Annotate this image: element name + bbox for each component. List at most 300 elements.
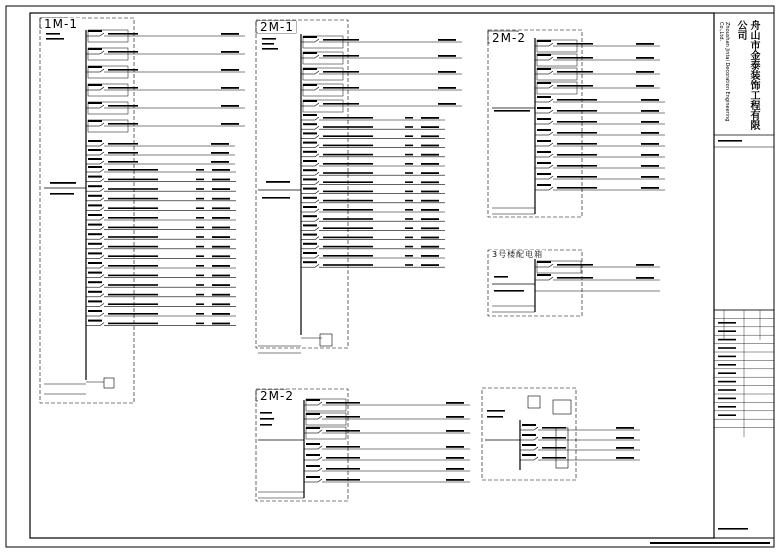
power-label — [196, 294, 204, 296]
power-label — [405, 218, 413, 220]
cable-spec — [108, 69, 138, 71]
title-company-name: 舟山市金泰装饰工程有限公司 — [735, 20, 759, 130]
power-label — [196, 275, 204, 277]
breaker-symbol — [100, 143, 104, 146]
breaker-symbol — [315, 145, 319, 148]
load-label — [212, 188, 230, 190]
panel-1-spec — [46, 38, 64, 40]
breaker-symbol — [315, 39, 319, 42]
cable-spec — [323, 126, 373, 128]
breaker-label — [303, 123, 317, 125]
load-label — [641, 99, 659, 101]
title-field-text — [718, 322, 736, 324]
load-label — [212, 323, 230, 325]
power-label — [405, 181, 413, 183]
power-label — [196, 284, 204, 286]
cable-spec — [542, 447, 566, 449]
main-breaker-label — [266, 181, 290, 183]
breaker-symbol — [100, 169, 104, 172]
main-cable-label — [262, 197, 290, 199]
load-label — [421, 246, 439, 248]
power-label — [196, 217, 204, 219]
breaker-label — [303, 84, 317, 86]
cable-spec — [108, 313, 158, 315]
load-label — [212, 227, 230, 229]
power-label — [196, 227, 204, 229]
breaker-symbol — [315, 264, 319, 267]
breaker-symbol — [549, 43, 553, 46]
breaker-label — [88, 233, 102, 235]
breaker-symbol — [315, 135, 319, 138]
load-label — [641, 132, 659, 134]
breaker-label — [303, 114, 317, 116]
panel-1-label: 1M-1 — [44, 17, 78, 31]
load-label — [421, 227, 439, 229]
breaker-label — [88, 48, 102, 50]
load-label — [421, 191, 439, 193]
load-label — [616, 457, 634, 459]
power-label — [405, 191, 413, 193]
cable-spec — [557, 277, 593, 279]
footer-text — [650, 542, 770, 544]
cable-spec — [557, 85, 593, 87]
cable-spec — [108, 188, 158, 190]
cable-spec — [323, 163, 373, 165]
load-label — [438, 39, 456, 41]
power-label — [196, 303, 204, 305]
load-label — [421, 255, 439, 257]
cable-spec — [542, 437, 566, 439]
panel-2-spec — [262, 38, 276, 40]
cable-spec — [323, 145, 373, 147]
breaker-symbol — [315, 181, 319, 184]
cable-spec — [326, 446, 360, 448]
spec — [260, 418, 274, 420]
breaker-symbol — [315, 191, 319, 194]
load-label — [421, 209, 439, 211]
breaker-symbol — [100, 236, 104, 239]
cable-spec — [557, 264, 593, 266]
cable-spec — [326, 468, 360, 470]
cable-spec — [108, 198, 158, 200]
breaker-label — [306, 413, 320, 415]
breaker-label — [522, 424, 536, 426]
cable-spec — [323, 191, 373, 193]
cable-spec — [108, 143, 138, 145]
breaker-label — [88, 262, 102, 264]
panel-2-spec — [262, 43, 274, 45]
earth-symbol — [104, 378, 114, 388]
cable-spec — [323, 154, 373, 156]
load-label — [421, 181, 439, 183]
power-label — [196, 246, 204, 248]
cable-spec — [323, 264, 373, 266]
breaker-label — [88, 281, 102, 283]
load-label — [421, 117, 439, 119]
power-label — [405, 264, 413, 266]
load-label — [212, 303, 230, 305]
breaker-label — [303, 234, 317, 236]
load-label — [446, 446, 464, 448]
breaker-symbol — [549, 71, 553, 74]
main-cable-label — [494, 110, 530, 112]
breaker-label — [303, 178, 317, 180]
breaker-symbol — [100, 313, 104, 316]
breaker-label — [537, 118, 551, 120]
load-label — [636, 71, 654, 73]
breaker-label — [522, 434, 536, 436]
power-label — [196, 236, 204, 238]
breaker-symbol — [549, 85, 553, 88]
breaker-symbol — [100, 33, 104, 36]
breaker-label — [537, 274, 551, 276]
power-label — [196, 313, 204, 315]
breaker-symbol — [318, 479, 322, 482]
load-label — [421, 237, 439, 239]
cable-spec — [323, 135, 373, 137]
power-label — [405, 154, 413, 156]
cable-spec — [108, 284, 158, 286]
cable-spec — [323, 55, 359, 57]
panel-2-label: 2M-1 — [260, 20, 294, 34]
load-label — [616, 437, 634, 439]
load-label — [212, 255, 230, 257]
load-label — [212, 207, 230, 209]
title-field-text — [718, 339, 736, 341]
cable-spec — [557, 71, 593, 73]
load-label — [641, 143, 659, 145]
power-label — [405, 126, 413, 128]
cable-spec — [542, 457, 566, 459]
panel-2-spec — [262, 48, 278, 50]
breaker-label — [303, 151, 317, 153]
spec — [494, 290, 524, 292]
panel-5-label: 2M-2 — [260, 389, 294, 403]
cable-spec — [323, 255, 373, 257]
load-label — [212, 198, 230, 200]
breaker-label — [88, 243, 102, 245]
breaker-label — [88, 166, 102, 168]
breaker-symbol — [100, 152, 104, 155]
load-label — [221, 51, 239, 53]
breaker-symbol — [100, 188, 104, 191]
load-label — [446, 479, 464, 481]
cable-spec — [108, 51, 138, 53]
power-label — [405, 255, 413, 257]
breaker-symbol — [100, 87, 104, 90]
cable-spec — [108, 87, 138, 89]
cable-spec — [323, 181, 373, 183]
load-label — [446, 416, 464, 418]
cable-spec — [108, 275, 158, 277]
breaker-label — [537, 96, 551, 98]
breaker-label — [537, 184, 551, 186]
cable-spec — [326, 457, 360, 459]
panel-2-frame — [256, 20, 348, 348]
title-field-text — [718, 347, 736, 349]
load-label — [221, 105, 239, 107]
breaker-label — [88, 120, 102, 122]
title-field-text — [718, 330, 736, 332]
breaker-symbol — [315, 209, 319, 212]
breaker-label — [303, 206, 317, 208]
meter-box — [528, 396, 540, 408]
title-field-text — [718, 528, 748, 530]
breaker-symbol — [318, 468, 322, 471]
breaker-symbol — [100, 303, 104, 306]
breaker-label — [306, 465, 320, 467]
load-label — [616, 427, 634, 429]
breaker-symbol — [315, 200, 319, 203]
power-label — [405, 163, 413, 165]
breaker-label — [88, 310, 102, 312]
title-company-english: Zhoushan Jintai Decoration Engineering Co.,Ltd. — [718, 22, 730, 122]
breaker-symbol — [315, 237, 319, 240]
cable-spec — [557, 43, 593, 45]
load-label — [438, 71, 456, 73]
spec — [260, 424, 272, 426]
spec — [494, 276, 508, 278]
cable-spec — [108, 236, 158, 238]
load-label — [421, 163, 439, 165]
title-field-text — [718, 389, 736, 391]
title-field-text — [718, 406, 736, 408]
breaker-label — [303, 215, 317, 217]
breaker-label — [537, 107, 551, 109]
load-label — [446, 457, 464, 459]
breaker-label — [88, 84, 102, 86]
breaker-symbol — [534, 427, 538, 430]
load-label — [636, 277, 654, 279]
load-label — [641, 176, 659, 178]
breaker-symbol — [100, 69, 104, 72]
cable-spec — [323, 71, 359, 73]
title-field-text — [718, 364, 736, 366]
breaker-symbol — [100, 123, 104, 126]
breaker-symbol — [549, 277, 553, 280]
breaker-label — [306, 443, 320, 445]
breaker-symbol — [549, 165, 553, 168]
load-label — [636, 57, 654, 59]
cable-spec — [323, 103, 359, 105]
load-label — [421, 200, 439, 202]
load-label — [636, 264, 654, 266]
breaker-label — [88, 102, 102, 104]
power-label — [405, 246, 413, 248]
cable-spec — [557, 132, 597, 134]
title-field-text — [718, 372, 736, 374]
power-label — [196, 207, 204, 209]
breaker-label — [88, 300, 102, 302]
breaker-label — [303, 197, 317, 199]
cable-spec — [557, 110, 597, 112]
load-label — [446, 468, 464, 470]
load-label — [641, 154, 659, 156]
load-label — [641, 165, 659, 167]
breaker-symbol — [318, 457, 322, 460]
breaker-label — [522, 454, 536, 456]
load-label — [421, 264, 439, 266]
load-label — [211, 152, 229, 154]
breaker-symbol — [315, 163, 319, 166]
cable-spec — [323, 246, 373, 248]
cable-spec — [557, 154, 597, 156]
cable-spec — [323, 218, 373, 220]
power-label — [196, 169, 204, 171]
breaker-label — [88, 195, 102, 197]
main-breaker-label — [50, 182, 76, 184]
load-label — [221, 33, 239, 35]
breaker-symbol — [100, 51, 104, 54]
breaker-symbol — [315, 246, 319, 249]
cable-spec — [557, 121, 597, 123]
cable-spec — [108, 123, 138, 125]
breaker-label — [303, 224, 317, 226]
breaker-symbol — [100, 284, 104, 287]
breaker-symbol — [318, 402, 322, 405]
breaker-label — [88, 320, 102, 322]
breaker-symbol — [549, 121, 553, 124]
breaker-symbol — [534, 447, 538, 450]
breaker-label — [303, 188, 317, 190]
load-label — [212, 246, 230, 248]
breaker-label — [88, 149, 102, 151]
breaker-symbol — [315, 55, 319, 58]
breaker-symbol — [100, 275, 104, 278]
breaker-label — [537, 173, 551, 175]
main-cable-label — [50, 193, 74, 195]
control-box — [553, 400, 571, 414]
load-label — [221, 69, 239, 71]
cable-spec — [108, 323, 158, 325]
load-label — [421, 218, 439, 220]
breaker-label — [303, 68, 317, 70]
breaker-symbol — [315, 103, 319, 106]
power-label — [196, 179, 204, 181]
cable-spec — [108, 33, 138, 35]
breaker-label — [88, 252, 102, 254]
earth-symbol — [320, 334, 332, 346]
load-label — [212, 313, 230, 315]
cable-spec — [326, 402, 360, 404]
cable-spec — [323, 87, 359, 89]
cable-spec — [323, 237, 373, 239]
title-field-text — [718, 398, 736, 400]
breaker-symbol — [100, 198, 104, 201]
panel-4-label: 3号楼配电箱 — [492, 250, 544, 259]
breaker-symbol — [549, 110, 553, 113]
cable-spec — [557, 143, 597, 145]
breaker-label — [537, 151, 551, 153]
power-label — [196, 198, 204, 200]
breaker-symbol — [100, 161, 104, 164]
load-label — [211, 143, 229, 145]
breaker-symbol — [549, 264, 553, 267]
load-label — [212, 179, 230, 181]
breaker-label — [303, 36, 317, 38]
power-label — [196, 188, 204, 190]
breaker-symbol — [100, 255, 104, 258]
load-label — [211, 161, 229, 163]
breaker-label — [88, 272, 102, 274]
cable-spec — [323, 39, 359, 41]
cable-spec — [108, 303, 158, 305]
breaker-label — [303, 132, 317, 134]
load-label — [421, 135, 439, 137]
load-label — [421, 172, 439, 174]
load-label — [421, 154, 439, 156]
cable-spec — [557, 165, 597, 167]
breaker-symbol — [100, 323, 104, 326]
cable-spec — [108, 105, 138, 107]
breaker-label — [88, 158, 102, 160]
breaker-label — [303, 160, 317, 162]
breaker-symbol — [100, 246, 104, 249]
load-label — [212, 265, 230, 267]
load-label — [221, 87, 239, 89]
breaker-symbol — [315, 71, 319, 74]
cable-spec — [326, 430, 360, 432]
breaker-label — [88, 185, 102, 187]
load-label — [641, 121, 659, 123]
breaker-label — [88, 204, 102, 206]
breaker-label — [537, 140, 551, 142]
cable-spec — [557, 99, 597, 101]
power-label — [405, 209, 413, 211]
breaker-symbol — [315, 227, 319, 230]
breaker-label — [303, 261, 317, 263]
load-label — [212, 275, 230, 277]
breaker-label — [88, 30, 102, 32]
breaker-symbol — [100, 217, 104, 220]
panel-1-spec — [46, 33, 60, 35]
breaker-label — [537, 54, 551, 56]
load-label — [438, 55, 456, 57]
cable-spec — [108, 265, 158, 267]
load-label — [421, 126, 439, 128]
breaker-symbol — [315, 87, 319, 90]
breaker-symbol — [549, 143, 553, 146]
breaker-symbol — [100, 227, 104, 230]
load-label — [438, 103, 456, 105]
cable-spec — [323, 172, 373, 174]
breaker-symbol — [318, 446, 322, 449]
breaker-label — [88, 214, 102, 216]
cable-spec — [108, 169, 158, 171]
title-field-text — [718, 140, 742, 142]
breaker-symbol — [315, 117, 319, 120]
breaker-symbol — [315, 172, 319, 175]
breaker-label — [88, 66, 102, 68]
breaker-symbol — [315, 126, 319, 129]
breaker-label — [303, 169, 317, 171]
breaker-label — [88, 291, 102, 293]
breaker-symbol — [100, 105, 104, 108]
cable-spec — [326, 479, 360, 481]
power-label — [405, 200, 413, 202]
load-label — [446, 402, 464, 404]
cable-spec — [323, 209, 373, 211]
load-label — [616, 447, 634, 449]
breaker-label — [303, 252, 317, 254]
breaker-label — [88, 176, 102, 178]
cable-spec — [108, 246, 158, 248]
breaker-label — [306, 399, 320, 401]
breaker-label — [306, 427, 320, 429]
cable-spec — [323, 117, 373, 119]
breaker-symbol — [549, 187, 553, 190]
breaker-symbol — [549, 154, 553, 157]
